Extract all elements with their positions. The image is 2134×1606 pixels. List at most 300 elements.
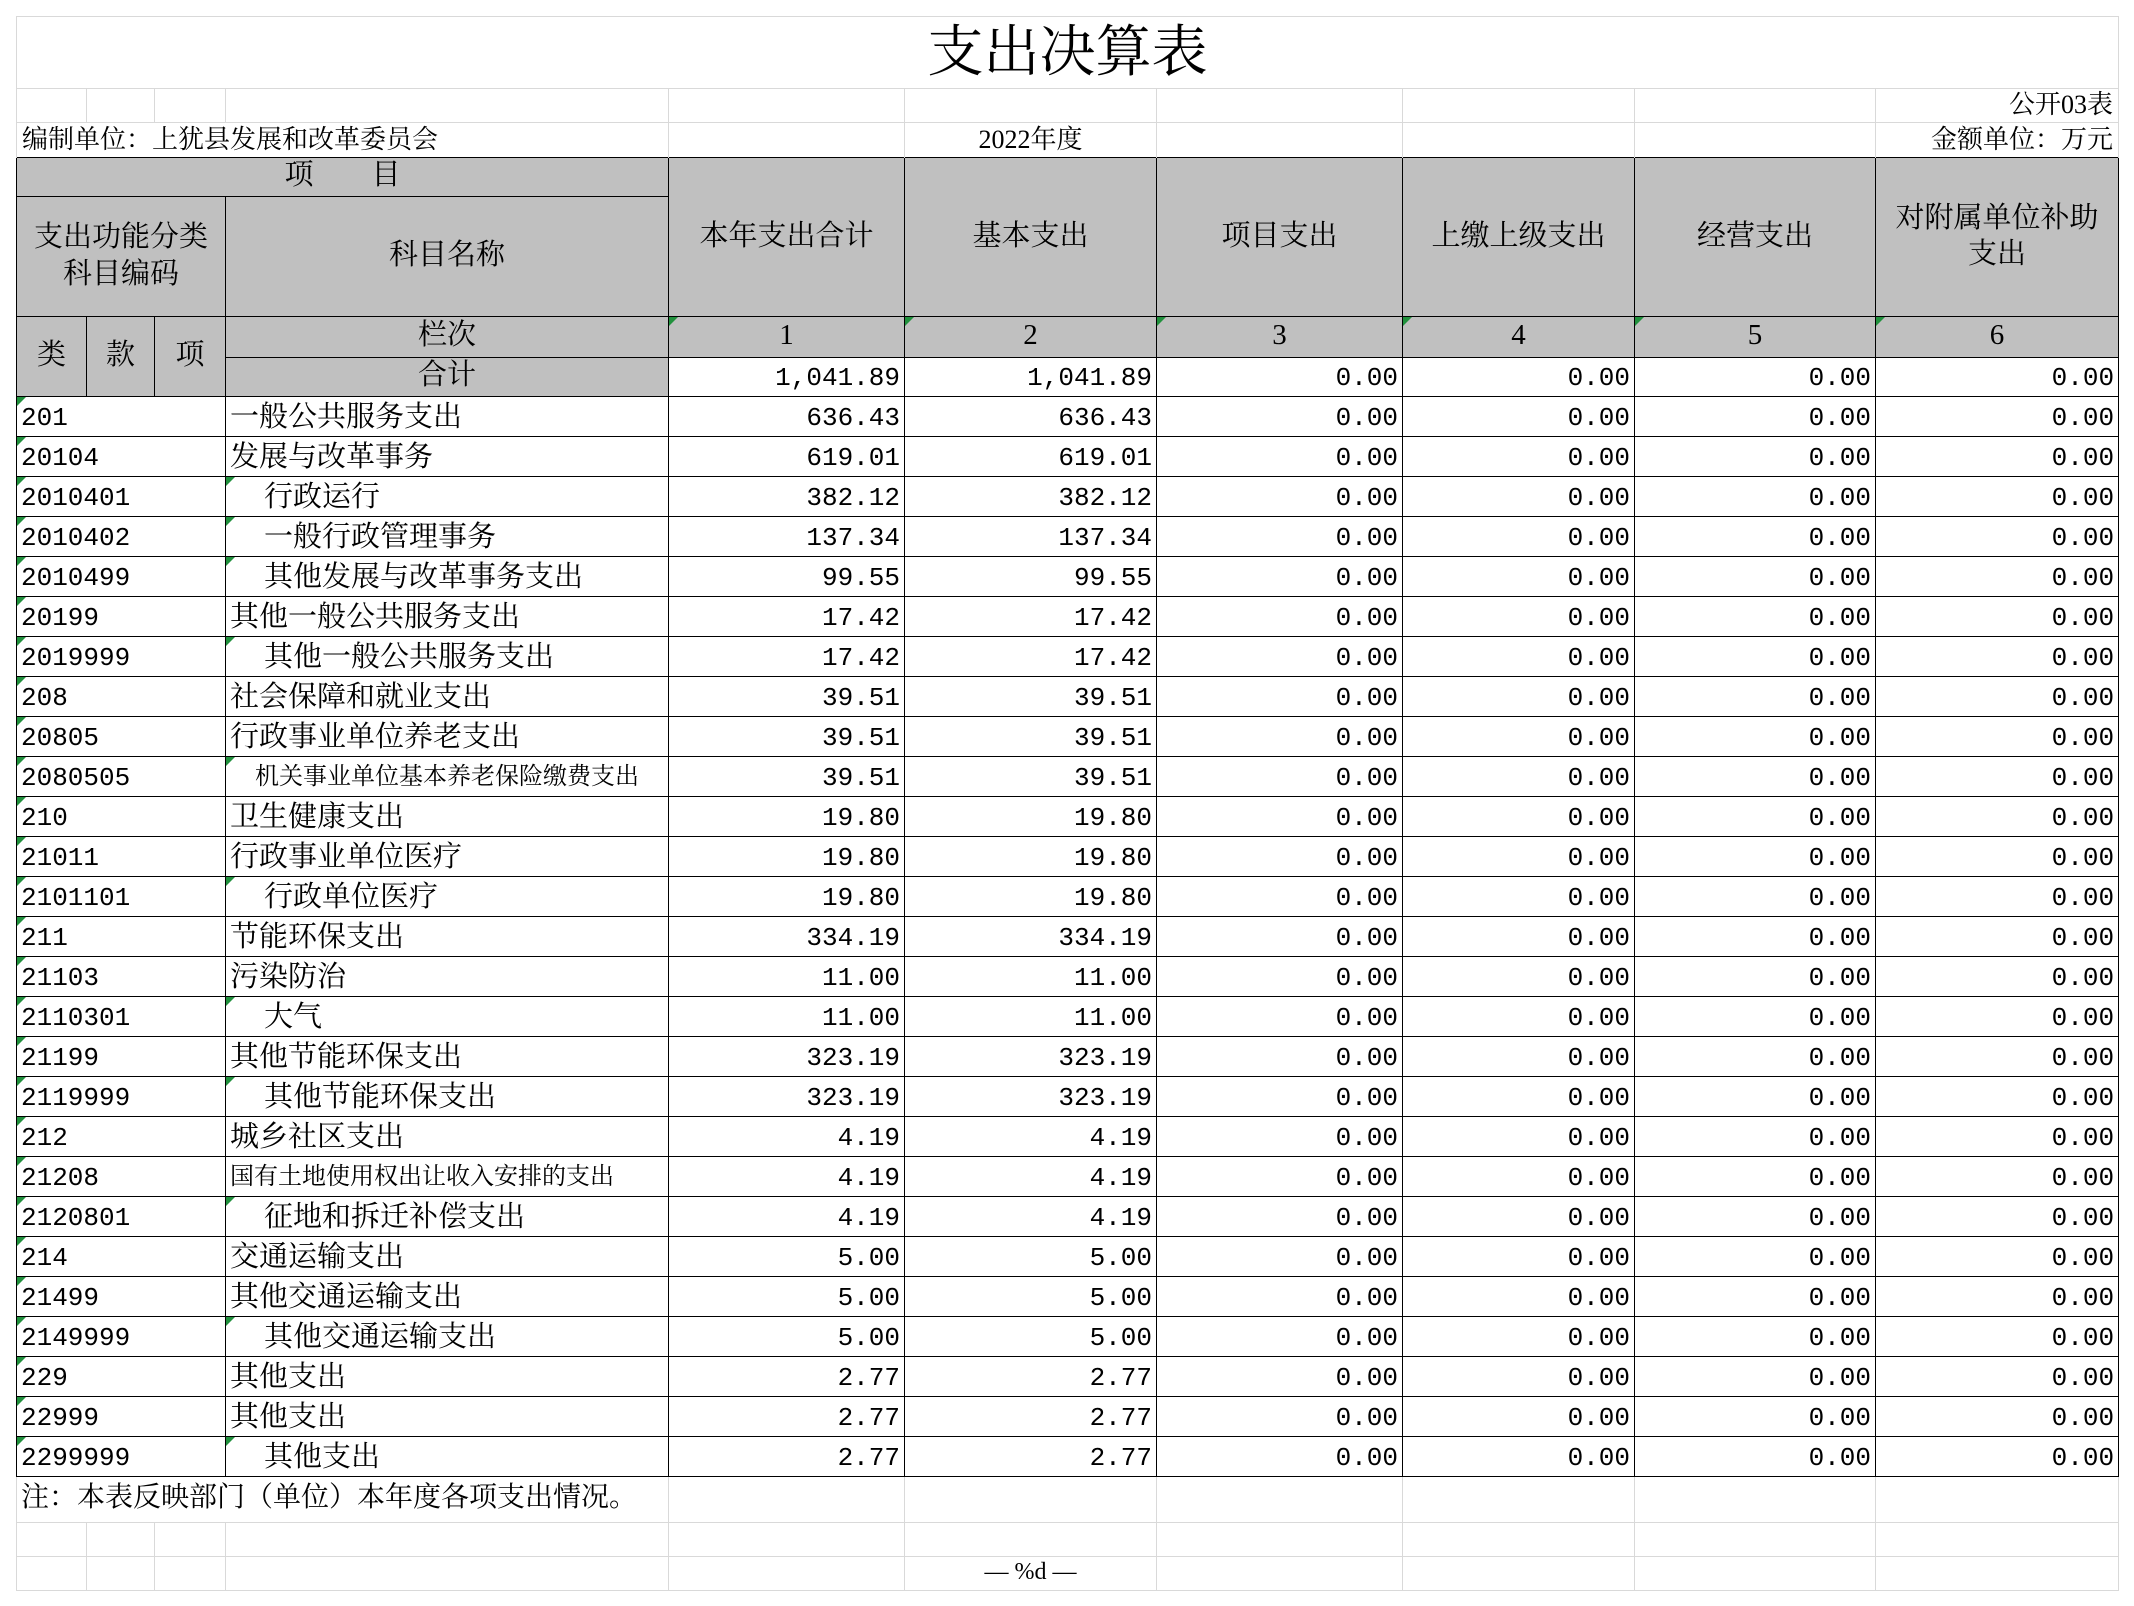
- row-subject-name-text: 交通运输支出: [230, 1240, 405, 1273]
- row-value: 0.00: [1403, 1117, 1635, 1157]
- row-code: [17, 1237, 226, 1277]
- row-value: 0.00: [1157, 837, 1403, 877]
- grid-cell: [1876, 1557, 2119, 1591]
- row-value: 19.80: [905, 877, 1157, 917]
- row-value: 19.80: [905, 837, 1157, 877]
- grid-cell: [87, 1523, 155, 1557]
- row-value: 2.77: [905, 1397, 1157, 1437]
- row-value: 0.00: [1635, 757, 1876, 797]
- row-value: 0.00: [1635, 1037, 1876, 1077]
- header-col-subsidy-to-affiliates: 对附属单位补助 支出: [1876, 158, 2119, 317]
- row-value: 619.01: [669, 437, 905, 477]
- row-subject-name: [226, 1037, 669, 1077]
- row-subject-name: [226, 917, 669, 957]
- row-value: 0.00: [1635, 637, 1876, 677]
- row-subject-name-text: 国有土地使用权出让收入安排的支出: [230, 1164, 614, 1191]
- grid-cell: [1635, 1557, 1876, 1591]
- row-code: [17, 1077, 226, 1117]
- row-value: 0.00: [1876, 1157, 2119, 1197]
- row-value: 0.00: [1876, 837, 2119, 877]
- row-value: 0.00: [1403, 1237, 1635, 1277]
- grid-cell: [1876, 1523, 2119, 1557]
- table-row: [17, 437, 2119, 477]
- row-subject-name: [226, 637, 669, 677]
- row-value: 0.00: [1635, 1077, 1876, 1117]
- text-number-indicator-icon: [17, 1277, 26, 1286]
- row-value: 0.00: [1403, 917, 1635, 957]
- grid-cell: [1635, 123, 1876, 158]
- row-value: 0.00: [1876, 1277, 2119, 1317]
- total-label: 合计: [226, 358, 669, 397]
- row-code: [17, 1357, 226, 1397]
- row-value: 0.00: [1403, 557, 1635, 597]
- row-value: 0.00: [1157, 1357, 1403, 1397]
- row-value: 0.00: [1635, 1237, 1876, 1277]
- row-subject-name-text: 其他节能环保支出: [264, 1080, 497, 1113]
- row-value: 0.00: [1876, 1117, 2119, 1157]
- row-subject-name: [226, 1197, 669, 1237]
- row-code: [17, 1037, 226, 1077]
- row-code-text: 210: [21, 803, 68, 834]
- row-value: 0.00: [1635, 397, 1876, 437]
- row-code-text: 2110301: [21, 1003, 131, 1034]
- row-value: 11.00: [669, 997, 905, 1037]
- row-value: 0.00: [1403, 677, 1635, 717]
- row-value: 0.00: [1157, 557, 1403, 597]
- grid-cell: [155, 1523, 226, 1557]
- row-value: 0.00: [1876, 517, 2119, 557]
- row-subject-name-text: 行政运行: [264, 480, 381, 513]
- row-value: 0.00: [1157, 1157, 1403, 1197]
- table-row: [17, 1437, 2119, 1477]
- text-number-indicator-icon: [17, 597, 26, 606]
- row-code: [17, 397, 226, 437]
- row-code-text: 208: [21, 683, 68, 714]
- row-value: 0.00: [1157, 1397, 1403, 1437]
- total-value: 1,041.89: [669, 358, 905, 397]
- row-subject-name: [226, 517, 669, 557]
- header-item: 项 目: [17, 158, 669, 197]
- column-number-cell: [1403, 317, 1635, 358]
- row-value: 636.43: [669, 397, 905, 437]
- row-value: 2.77: [669, 1437, 905, 1477]
- text-number-indicator-icon: [17, 917, 26, 926]
- row-subject-name: [226, 1437, 669, 1477]
- row-code-text: 20199: [21, 603, 100, 634]
- grid-cell: [226, 89, 669, 123]
- text-number-indicator-icon: [1157, 317, 1166, 326]
- row-value: 0.00: [1876, 1357, 2119, 1397]
- row-code-text: 2120801: [21, 1203, 131, 1234]
- row-subject-name: [226, 1277, 669, 1317]
- row-value: 0.00: [1876, 1317, 2119, 1357]
- column-number-cell: [905, 317, 1157, 358]
- text-number-indicator-icon: [226, 557, 235, 566]
- row-value: 636.43: [905, 397, 1157, 437]
- row-subject-name: [226, 677, 669, 717]
- row-value: 0.00: [1403, 957, 1635, 997]
- text-number-indicator-icon: [1635, 317, 1644, 326]
- table-row: [17, 597, 2119, 637]
- row-value: 39.51: [905, 677, 1157, 717]
- row-code-text: 211: [21, 923, 68, 954]
- row-value: 39.51: [669, 677, 905, 717]
- row-value: 0.00: [1157, 477, 1403, 517]
- row-subject-name: [226, 757, 669, 797]
- row-code-text: 2149999: [21, 1323, 131, 1354]
- row-code-text: 21499: [21, 1283, 100, 1314]
- row-value: 137.34: [669, 517, 905, 557]
- table-row: [17, 797, 2119, 837]
- row-value: 0.00: [1635, 1117, 1876, 1157]
- row-subject-name-text: 其他交通运输支出: [230, 1280, 463, 1313]
- form-number: 公开03表: [1876, 89, 2119, 123]
- column-number: 5: [1747, 319, 1763, 352]
- row-value: 0.00: [1403, 477, 1635, 517]
- row-value: 0.00: [1876, 557, 2119, 597]
- row-code: [17, 1277, 226, 1317]
- text-number-indicator-icon: [17, 517, 26, 526]
- text-number-indicator-icon: [17, 1437, 26, 1446]
- grid-cell: [1403, 1477, 1635, 1523]
- row-value: 0.00: [1876, 877, 2119, 917]
- row-value: 0.00: [1403, 1037, 1635, 1077]
- header-col-project-expenditure: 项目支出: [1157, 158, 1403, 317]
- row-code-text: 201: [21, 403, 68, 434]
- grid-cell: [226, 1557, 669, 1591]
- column-number: 2: [1023, 319, 1038, 352]
- row-code: [17, 757, 226, 797]
- grid-cell: [1157, 123, 1403, 158]
- row-subject-name-text: 城乡社区支出: [230, 1120, 405, 1153]
- row-value: 0.00: [1157, 1277, 1403, 1317]
- grid-cell: [1403, 1523, 1635, 1557]
- row-value: 2.77: [905, 1437, 1157, 1477]
- row-value: 0.00: [1403, 1397, 1635, 1437]
- text-number-indicator-icon: [1403, 317, 1412, 326]
- table-row: [17, 997, 2119, 1037]
- row-value: 0.00: [1635, 917, 1876, 957]
- row-value: 0.00: [1403, 517, 1635, 557]
- text-number-indicator-icon: [17, 797, 26, 806]
- row-value: 0.00: [1157, 1037, 1403, 1077]
- grid-cell: [17, 1523, 87, 1557]
- row-value: 137.34: [905, 517, 1157, 557]
- column-number-cell: [1635, 317, 1876, 358]
- table-row: [17, 637, 2119, 677]
- row-value: 5.00: [669, 1277, 905, 1317]
- header-col-total-expenditure: 本年支出合计: [669, 158, 905, 317]
- header-col-operating-expenditure: 经营支出: [1635, 158, 1876, 317]
- table-row: [17, 877, 2119, 917]
- row-value: 0.00: [1403, 1357, 1635, 1397]
- total-value: 0.00: [1635, 358, 1876, 397]
- grid-cell: [1876, 1477, 2119, 1523]
- row-code: [17, 517, 226, 557]
- row-value: 0.00: [1876, 437, 2119, 477]
- row-code-text: 214: [21, 1243, 68, 1274]
- row-value: 0.00: [1157, 637, 1403, 677]
- text-number-indicator-icon: [17, 757, 26, 766]
- row-value: 0.00: [1876, 997, 2119, 1037]
- row-value: 0.00: [1876, 477, 2119, 517]
- row-code-text: 22999: [21, 1403, 100, 1434]
- row-subject-name: [226, 997, 669, 1037]
- grid-cell: [1157, 1477, 1403, 1523]
- table-row: [17, 677, 2119, 717]
- row-value: 0.00: [1403, 797, 1635, 837]
- text-number-indicator-icon: [17, 1077, 26, 1086]
- table-row: [17, 1277, 2119, 1317]
- row-value: 0.00: [1157, 677, 1403, 717]
- row-value: 0.00: [1157, 1077, 1403, 1117]
- row-value: 334.19: [905, 917, 1157, 957]
- row-subject-name: [226, 437, 669, 477]
- row-value: 4.19: [905, 1157, 1157, 1197]
- row-code: [17, 477, 226, 517]
- row-code-text: 212: [21, 1123, 68, 1154]
- grid-cell: [1157, 1523, 1403, 1557]
- row-value: 5.00: [905, 1237, 1157, 1277]
- grid-cell: [87, 89, 155, 123]
- row-value: 0.00: [1635, 477, 1876, 517]
- grid-cell: [669, 1557, 905, 1591]
- row-value: 0.00: [1403, 837, 1635, 877]
- total-value: 1,041.89: [905, 358, 1157, 397]
- row-subject-name: [226, 557, 669, 597]
- column-number: 3: [1272, 319, 1287, 352]
- row-subject-name: [226, 1157, 669, 1197]
- grid-cell: [87, 1557, 155, 1591]
- row-value: 2.77: [669, 1397, 905, 1437]
- row-value: 0.00: [1403, 1437, 1635, 1477]
- row-value: 0.00: [1876, 1077, 2119, 1117]
- row-code: [17, 837, 226, 877]
- row-value: 0.00: [1403, 1317, 1635, 1357]
- row-code: [17, 557, 226, 597]
- text-number-indicator-icon: [17, 717, 26, 726]
- row-code-text: 2101101: [21, 883, 131, 914]
- table-row: [17, 1117, 2119, 1157]
- text-number-indicator-icon: [226, 517, 235, 526]
- row-code: [17, 677, 226, 717]
- row-code: [17, 1197, 226, 1237]
- text-number-indicator-icon: [226, 1437, 235, 1446]
- row-value: 0.00: [1635, 1157, 1876, 1197]
- row-value: 4.19: [669, 1157, 905, 1197]
- row-value: 0.00: [1157, 1117, 1403, 1157]
- row-value: 382.12: [669, 477, 905, 517]
- table-row: [17, 717, 2119, 757]
- row-value: 0.00: [1876, 1437, 2119, 1477]
- row-value: 17.42: [669, 637, 905, 677]
- row-code: [17, 997, 226, 1037]
- row-value: 0.00: [1635, 797, 1876, 837]
- row-value: 39.51: [905, 717, 1157, 757]
- row-value: 0.00: [1403, 717, 1635, 757]
- row-value: 0.00: [1635, 1357, 1876, 1397]
- row-value: 0.00: [1403, 397, 1635, 437]
- text-number-indicator-icon: [17, 1317, 26, 1326]
- header-category: 类: [17, 317, 87, 397]
- row-value: 0.00: [1876, 797, 2119, 837]
- row-subject-name-text: 其他节能环保支出: [230, 1040, 463, 1073]
- row-value: 0.00: [1876, 757, 2119, 797]
- row-value: 0.00: [1635, 1317, 1876, 1357]
- row-subject-name: [226, 1317, 669, 1357]
- row-code-text: 2019999: [21, 643, 131, 674]
- row-subject-name-text: 其他一般公共服务支出: [230, 600, 521, 633]
- row-subject-name: [226, 957, 669, 997]
- text-number-indicator-icon: [226, 637, 235, 646]
- row-value: 0.00: [1635, 1197, 1876, 1237]
- row-value: 0.00: [1403, 997, 1635, 1037]
- row-subject-name-text: 卫生健康支出: [230, 800, 405, 833]
- expenditure-final-accounts-sheet: [16, 16, 2119, 1591]
- row-value: 2.77: [669, 1357, 905, 1397]
- row-value: 323.19: [669, 1077, 905, 1117]
- text-number-indicator-icon: [17, 997, 26, 1006]
- title-row: [17, 17, 2119, 89]
- header-subitem: 项: [155, 317, 226, 397]
- row-subject-name-text: 其他发展与改革事务支出: [264, 560, 584, 593]
- table-row: [17, 957, 2119, 997]
- row-value: 17.42: [905, 597, 1157, 637]
- row-subject-name-text: 行政事业单位医疗: [230, 840, 463, 873]
- text-number-indicator-icon: [226, 757, 235, 766]
- row-value: 0.00: [1157, 437, 1403, 477]
- row-value: 334.19: [669, 917, 905, 957]
- table-row: [17, 757, 2119, 797]
- row-code-text: 21208: [21, 1163, 100, 1194]
- text-number-indicator-icon: [17, 877, 26, 886]
- grid-cell: [1403, 1557, 1635, 1591]
- text-number-indicator-icon: [226, 1077, 235, 1086]
- row-code-text: 20805: [21, 723, 100, 754]
- row-subject-name: [226, 1077, 669, 1117]
- text-number-indicator-icon: [226, 477, 235, 486]
- row-value: 0.00: [1157, 1237, 1403, 1277]
- report-title: 支出决算表: [17, 17, 2119, 89]
- row-value: 11.00: [905, 957, 1157, 997]
- row-subject-name-text: 其他一般公共服务支出: [264, 640, 555, 673]
- text-number-indicator-icon: [17, 397, 26, 406]
- table-row: [17, 397, 2119, 437]
- grid-cell: [155, 89, 226, 123]
- row-code-text: 2010401: [21, 483, 131, 514]
- row-value: 0.00: [1635, 517, 1876, 557]
- report-info-row: [17, 123, 2119, 158]
- row-value: 0.00: [1876, 957, 2119, 997]
- row-subject-name: [226, 877, 669, 917]
- table-row: [17, 557, 2119, 597]
- row-subject-name-text: 行政事业单位养老支出: [230, 720, 521, 753]
- grid-cell: [1635, 1477, 1876, 1523]
- row-value: 0.00: [1403, 1157, 1635, 1197]
- text-number-indicator-icon: [226, 1197, 235, 1206]
- text-number-indicator-icon: [226, 1317, 235, 1326]
- column-number-label: 栏次: [226, 317, 669, 358]
- row-value: 0.00: [1876, 1037, 2119, 1077]
- grid-cell: [1635, 89, 1876, 123]
- row-value: 0.00: [1157, 717, 1403, 757]
- grid-cell: [17, 1557, 87, 1591]
- row-code-text: 20104: [21, 443, 100, 474]
- text-number-indicator-icon: [17, 1157, 26, 1166]
- text-number-indicator-icon: [17, 1237, 26, 1246]
- row-value: 0.00: [1635, 1277, 1876, 1317]
- row-code: [17, 1437, 226, 1477]
- row-subject-name: [226, 1357, 669, 1397]
- row-subject-name: [226, 717, 669, 757]
- row-value: 19.80: [669, 797, 905, 837]
- row-value: 382.12: [905, 477, 1157, 517]
- row-value: 0.00: [1157, 597, 1403, 637]
- row-subject-name-text: 一般公共服务支出: [230, 400, 463, 433]
- row-subject-name: [226, 797, 669, 837]
- row-value: 0.00: [1876, 1197, 2119, 1237]
- row-value: 0.00: [1403, 637, 1635, 677]
- row-code: [17, 597, 226, 637]
- row-subject-name-text: 社会保障和就业支出: [230, 680, 492, 713]
- row-value: 0.00: [1635, 1437, 1876, 1477]
- text-number-indicator-icon: [17, 1397, 26, 1406]
- row-value: 19.80: [669, 837, 905, 877]
- text-number-indicator-icon: [17, 677, 26, 686]
- grid-cell: [1635, 1523, 1876, 1557]
- row-subject-name-text: 行政单位医疗: [264, 880, 439, 913]
- row-value: 0.00: [1635, 597, 1876, 637]
- row-value: 2.77: [905, 1357, 1157, 1397]
- row-subject-name: [226, 397, 669, 437]
- row-value: 99.55: [905, 557, 1157, 597]
- row-value: 99.55: [669, 557, 905, 597]
- table-row: [17, 477, 2119, 517]
- row-value: 0.00: [1635, 957, 1876, 997]
- row-subject-name: [226, 1117, 669, 1157]
- grid-cell: [905, 1477, 1157, 1523]
- row-value: 0.00: [1876, 397, 2119, 437]
- form-number-row: [17, 89, 2119, 123]
- table-row: [17, 837, 2119, 877]
- text-number-indicator-icon: [17, 557, 26, 566]
- row-value: 0.00: [1876, 677, 2119, 717]
- row-value: 0.00: [1635, 1397, 1876, 1437]
- row-value: 0.00: [1157, 877, 1403, 917]
- column-number-cell: [669, 317, 905, 358]
- grid-cell: [1157, 89, 1403, 123]
- row-code-text: 21103: [21, 963, 100, 994]
- text-number-indicator-icon: [1876, 317, 1885, 326]
- row-code: [17, 1317, 226, 1357]
- row-subject-name-text: 节能环保支出: [230, 920, 405, 953]
- text-number-indicator-icon: [226, 877, 235, 886]
- grid-cell: [905, 89, 1157, 123]
- text-number-indicator-icon: [17, 837, 26, 846]
- row-subject-name-text: 其他支出: [230, 1400, 347, 1433]
- row-code-text: 21199: [21, 1043, 100, 1074]
- row-code: [17, 437, 226, 477]
- row-value: 0.00: [1635, 997, 1876, 1037]
- row-value: 0.00: [1157, 1437, 1403, 1477]
- footer-row: [17, 1557, 2119, 1591]
- empty-row: [17, 1523, 2119, 1557]
- row-value: 0.00: [1403, 1277, 1635, 1317]
- row-value: 0.00: [1635, 837, 1876, 877]
- row-code-text: 2080505: [21, 763, 131, 794]
- row-value: 17.42: [669, 597, 905, 637]
- grid-cell: [669, 1477, 905, 1523]
